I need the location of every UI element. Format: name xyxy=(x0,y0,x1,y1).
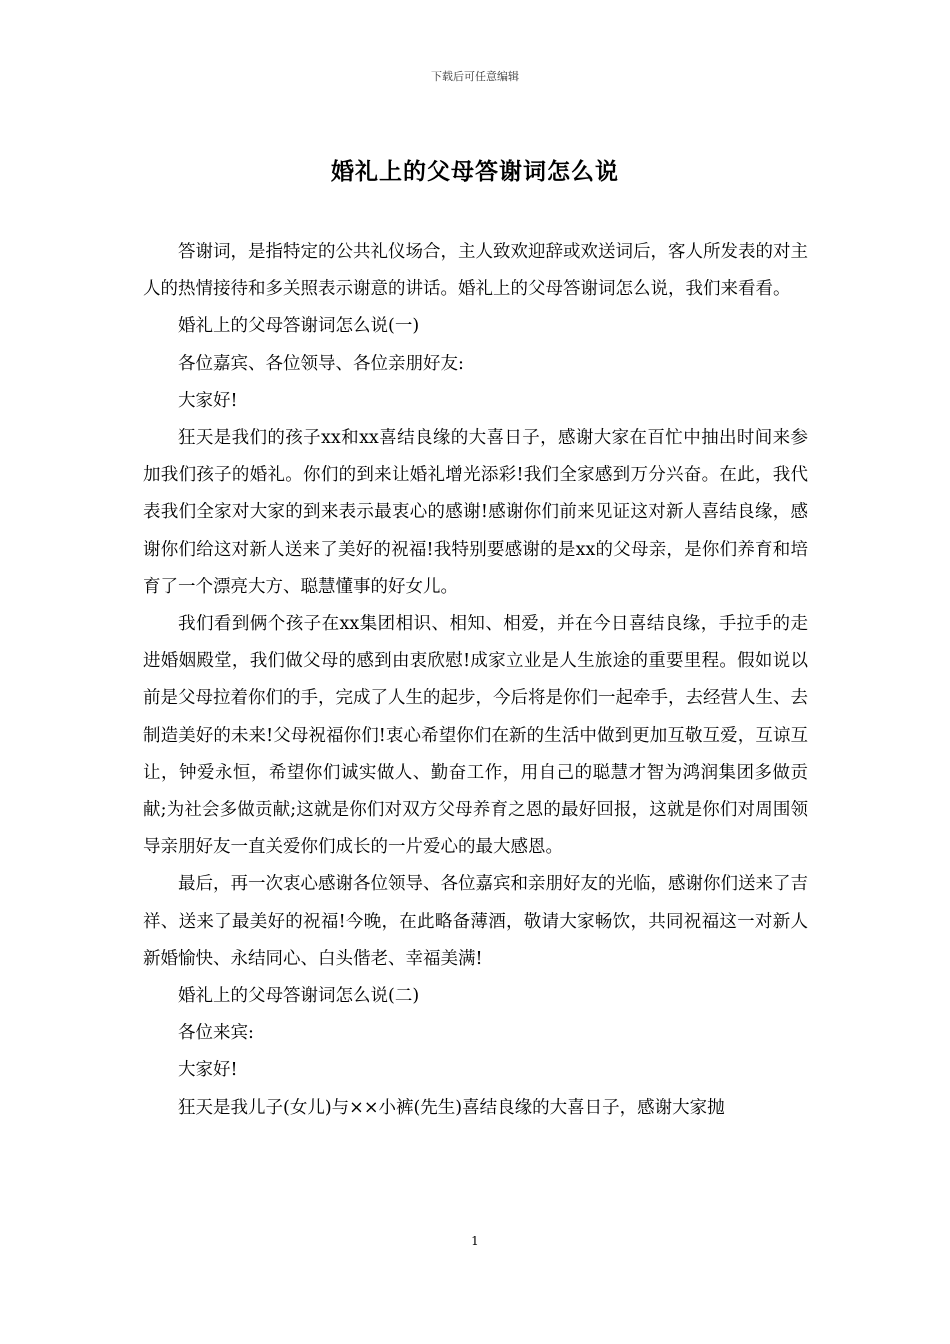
paragraph-body-3: 最后，再一次衷心感谢各位领导、各位嘉宾和亲朋好友的光临，感谢你们送来了吉祥、送来了最美好的祝福!今晚，在此略备薄酒，敬请大家畅饮，共同祝福这一对新人新婚愉快、永结同心、白头偕老、幸福美满! xyxy=(143,874,808,969)
paragraph-intro: 答谢词，是指特定的公共礼仪场合，主人致欢迎辞或欢送词后，客人所发表的对主人的热情接待和多关照表示谢意的讲话。婚礼上的父母答谢词怎么说，我们来看看。 xyxy=(143,242,808,300)
salutation-2: 各位来宾: xyxy=(178,1023,254,1044)
section-heading-1: 婚礼上的父母答谢词怎么说(一) xyxy=(178,316,420,337)
document-title: 婚礼上的父母答谢词怎么说 xyxy=(331,158,619,185)
paragraph-body-4: 狂天是我儿子(女儿)与××小裤(先生)喜结良缘的大喜日子，感谢大家抛 xyxy=(178,1097,725,1118)
section-heading-2: 婚礼上的父母答谢词怎么说(二) xyxy=(178,986,420,1007)
salutation-1: 各位嘉宾、各位领导、各位亲朋好友: xyxy=(178,353,464,374)
paragraph-body-2: 我们看到俩个孩子在xx集团相识、相知、相爱，并在今日喜结良缘，手拉手的走进婚姻殿堂，我们做父母的感到由衷欣慰!成家立业是人生旅途的重要里程。假如说以前是父母拉着你们的手，完成了人生的起步，今后将是你们一起牵手，去经营人生、去制造美好的未来!父母祝福你们!衷心希望你们在新的生活中做到更加互敬互爱，互谅互让，钟爱永恒，希望你们诚实做人、勤奋工作，用自己的聪慧才智为鸿润集团多做贡献;为社会多做贡献;这就是你们对双方父母养育之恩的最好回报，这就是你们对周围领导亲朋好友一直关爱你们成长的一片爱心的最大感恩。 xyxy=(143,614,808,858)
header-note: 下载后可任意编辑 xyxy=(431,70,519,83)
greeting-1: 大家好! xyxy=(178,390,238,411)
greeting-2: 大家好! xyxy=(178,1060,238,1081)
document-body xyxy=(143,234,808,1127)
page-number: 1 xyxy=(471,1234,479,1248)
paragraph-body-1: 狂天是我们的孩子xx和xx喜结良缘的大喜日子，感谢大家在百忙中抽出时间来参加我们孩子的婚礼。你们的到来让婚礼增光添彩!我们全家感到万分兴奋。在此，我代表我们全家对大家的到来表示最衷心的感谢!感谢你们前来见证这对新人喜结良缘，感谢你们给这对新人送来了美好的祝福!我特别要感谢的是xx的父母亲，是你们养育和培育了一个漂亮大方、聪慧懂事的好女儿。 xyxy=(143,428,808,597)
